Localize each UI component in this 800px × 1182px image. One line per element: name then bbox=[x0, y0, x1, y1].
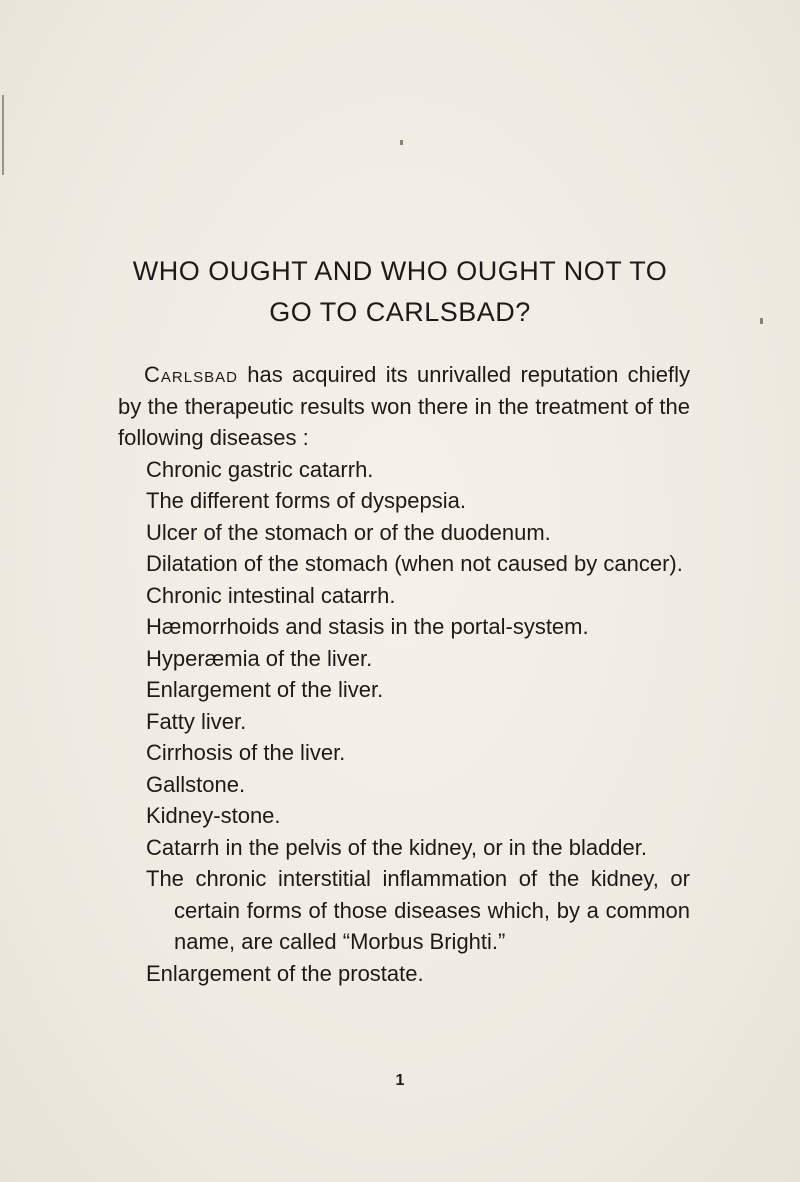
disease-item: Fatty liver. bbox=[146, 708, 247, 734]
disease-item: Ulcer of the stomach or of the duodenum. bbox=[146, 519, 551, 545]
intro-lead-word: Carlsbad bbox=[144, 362, 238, 387]
paper-mark bbox=[400, 140, 403, 145]
disease-item: Enlargement of the liver. bbox=[146, 677, 384, 702]
disease-item: Gallstone. bbox=[146, 771, 246, 797]
page-number: 1 bbox=[395, 1072, 405, 1089]
disease-item: Dilatation of the stomach (when not caused by cancer). bbox=[146, 551, 683, 576]
intro-text: has acquired its unrivalled reputation chiefly by the therapeutic results won there in the treatment of the following diseases : bbox=[118, 362, 690, 450]
disease-item: Chronic gastric catarrh. bbox=[146, 456, 374, 482]
page-title-line-2: GO TO CARLSBAD? bbox=[269, 297, 531, 327]
disease-item: The different forms of dyspepsia. bbox=[146, 488, 466, 513]
disease-item: Enlargement of the prostate. bbox=[146, 960, 424, 986]
paper-mark bbox=[2, 95, 4, 175]
disease-item: Cirrhosis of the liver. bbox=[146, 740, 346, 765]
disease-item: Hæmorrhoids and stasis in the portal-system. bbox=[146, 614, 589, 639]
disease-item: Hyperæmia of the liver. bbox=[146, 645, 373, 671]
page-body bbox=[118, 359, 690, 989]
disease-item: Kidney-stone. bbox=[146, 803, 281, 828]
page-title-line-1: WHO OUGHT AND WHO OUGHT NOT TO bbox=[132, 256, 668, 286]
disease-item: Chronic intestinal catarrh. bbox=[146, 582, 396, 608]
disease-item: The chronic interstitial inflammation of the kidney, or certain forms of those diseases which, by a common name, are called “Morbus Brighti.” bbox=[146, 866, 690, 954]
disease-list bbox=[118, 454, 690, 990]
disease-item: Catarrh in the pelvis of the kidney, or in the bladder. bbox=[146, 834, 647, 860]
intro-paragraph bbox=[118, 359, 690, 454]
